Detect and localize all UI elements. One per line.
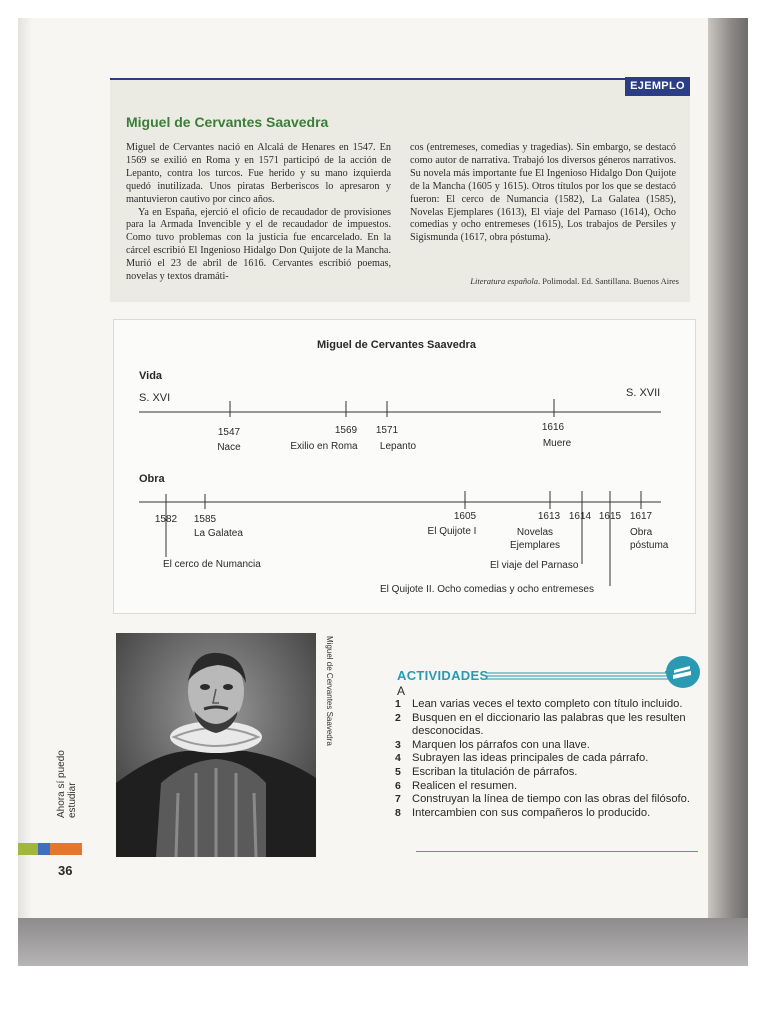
activity-text: Construyan la línea de tiempo con las obras del filósofo. <box>412 793 690 806</box>
source-citation <box>425 276 679 286</box>
activity-number: 2 <box>395 711 401 724</box>
obra-label: Obra <box>139 473 165 485</box>
activity-text: Marquen los párrafos con una llave. <box>412 738 590 751</box>
source-rest: . Polimodal. Ed. Santillana. Buenos Aires <box>538 276 679 286</box>
obra-year-1617: 1617 <box>629 511 653 522</box>
activity-item <box>395 807 715 821</box>
vida-label: Vida <box>139 370 163 382</box>
vida-year-1616: 1616 <box>541 422 565 433</box>
vida-year-1547: 1547 <box>217 427 241 438</box>
paragraph-3: cos (entremeses, comedias y tragedias). Sin embargo, se destacó como autor de narrativa. Trabajó los diversos géneros narrativos. Su novela más importante fue El Ingenioso Hidalgo Don Quijote de la Mancha (1605 y 1615). Otros títulos por los que se destacó fueron: El cerco de Numancia (1582), La Galatea (1585), Novelas Ejemplares (1613), El viaje del Parnaso (1614), Ocho comedias y ocho entremeses (1615), Los trabajos de Persiles y Sigismunda (1617, obra póstuma). <box>410 142 676 244</box>
start-century: S. XVI <box>139 392 171 404</box>
activities-title: ACTIVIDADES <box>397 668 489 683</box>
obra-label-1615: El Quijote II. Ocho comedias y ocho entremeses <box>380 584 594 595</box>
activities-section-label: A <box>397 684 406 698</box>
vida-year-1569: 1569 <box>334 425 358 436</box>
activities-title-rule <box>486 672 668 680</box>
activity-text: Subrayen las ideas principales de cada párrafo. <box>412 752 649 765</box>
activity-text: Intercambien con sus compañeros lo producido. <box>412 806 651 819</box>
paragraph-2: Ya en España, ejerció el oficio de recaudador de provisiones para la Armada Invencible y el de recaudador de impuestos. Como tuvo problemas con la justicia fue encarcelado. En la cárcel escribió El Ingenioso Hidalgo Don Quijote de la Mancha. Murió el 23 de abril de 1616. Cervantes escribió poemas, novelas y textos dramáti- <box>126 206 391 283</box>
activity-number: 5 <box>395 765 401 778</box>
activity-text: Realicen el resumen. <box>412 779 518 792</box>
activity-text: Busquen en el diccionario las palabras que les resulten desconocidas. <box>412 711 686 738</box>
page-left-shade <box>18 18 32 918</box>
vida-year-1571: 1571 <box>375 425 399 436</box>
activity-item <box>395 766 715 780</box>
timeline-title: Miguel de Cervantes Saavedra <box>317 339 476 351</box>
activity-number: 1 <box>395 698 401 710</box>
activity-item <box>395 739 715 753</box>
page-bottom-shadow <box>18 918 748 966</box>
obra-label-1605: El Quijote I <box>427 526 477 537</box>
end-century: S. XVII <box>626 387 661 399</box>
obra-label-1617: Obra póstuma <box>630 527 669 551</box>
obra-year-1605: 1605 <box>453 511 477 522</box>
obra-year-1582: 1582 <box>154 514 178 525</box>
activity-item <box>395 780 715 794</box>
activity-number: 3 <box>395 738 401 751</box>
activity-item <box>395 793 715 807</box>
example-text-right <box>410 142 676 245</box>
activities-bottom-rule <box>416 851 698 852</box>
activity-number: 6 <box>395 779 401 792</box>
activity-text: Escriban la titulación de párrafos. <box>412 765 578 778</box>
side-color-tab-blue <box>38 843 50 855</box>
obra-label-1613: Novelas Ejemplares <box>509 527 561 551</box>
portrait-caption: Miguel de Cervantes Saavedra <box>325 636 334 746</box>
side-color-tab-orange <box>50 843 82 855</box>
books-icon <box>661 655 701 689</box>
example-text-left <box>126 142 391 284</box>
obra-year-1614: 1614 <box>568 511 592 522</box>
obra-label-1614: El viaje del Parnaso <box>490 560 579 571</box>
activity-text: Lean varias veces el texto completo con título incluido. <box>412 698 683 710</box>
obra-label-1585: La Galatea <box>194 528 243 539</box>
example-title: Miguel de Cervantes Saavedra <box>126 114 329 130</box>
portrait-engraving <box>116 633 316 857</box>
vida-label-1571: Lepanto <box>379 441 417 452</box>
activity-item <box>395 698 715 712</box>
activity-number: 7 <box>395 793 401 806</box>
activity-item <box>395 712 715 739</box>
source-title: Literatura española <box>470 276 539 286</box>
activity-number: 8 <box>395 806 401 819</box>
paragraph-1: Miguel de Cervantes nació en Alcalá de Henares en 1547. En 1569 se exilió en Roma y en 1571 participó de la acción de Lepanto, contra los turcos. Fue herido y su mano izquierda quedó inutilizada. Unos piratas Berberiscos lo apresaron y mantuvieron cautivo por cinco años. <box>126 142 391 205</box>
cervantes-portrait <box>116 633 316 857</box>
activities-list <box>395 698 715 820</box>
vida-label-1616: Muere <box>542 438 572 449</box>
side-color-tab-green <box>18 843 38 855</box>
activity-item <box>395 752 715 766</box>
activity-number: 4 <box>395 752 401 765</box>
vida-label-1547: Nace <box>217 442 241 453</box>
obra-label-1582: El cerco de Numancia <box>163 559 261 570</box>
obra-year-1613: 1613 <box>537 511 561 522</box>
page-number: 36 <box>58 863 73 878</box>
section-side-label: Ahora sí puedo estudiar <box>56 750 78 818</box>
vida-label-1569: Exilio en Roma <box>290 441 358 452</box>
obra-year-1585: 1585 <box>193 514 217 525</box>
obra-year-1615: 1615 <box>598 511 622 522</box>
example-tag: EJEMPLO <box>625 77 690 96</box>
